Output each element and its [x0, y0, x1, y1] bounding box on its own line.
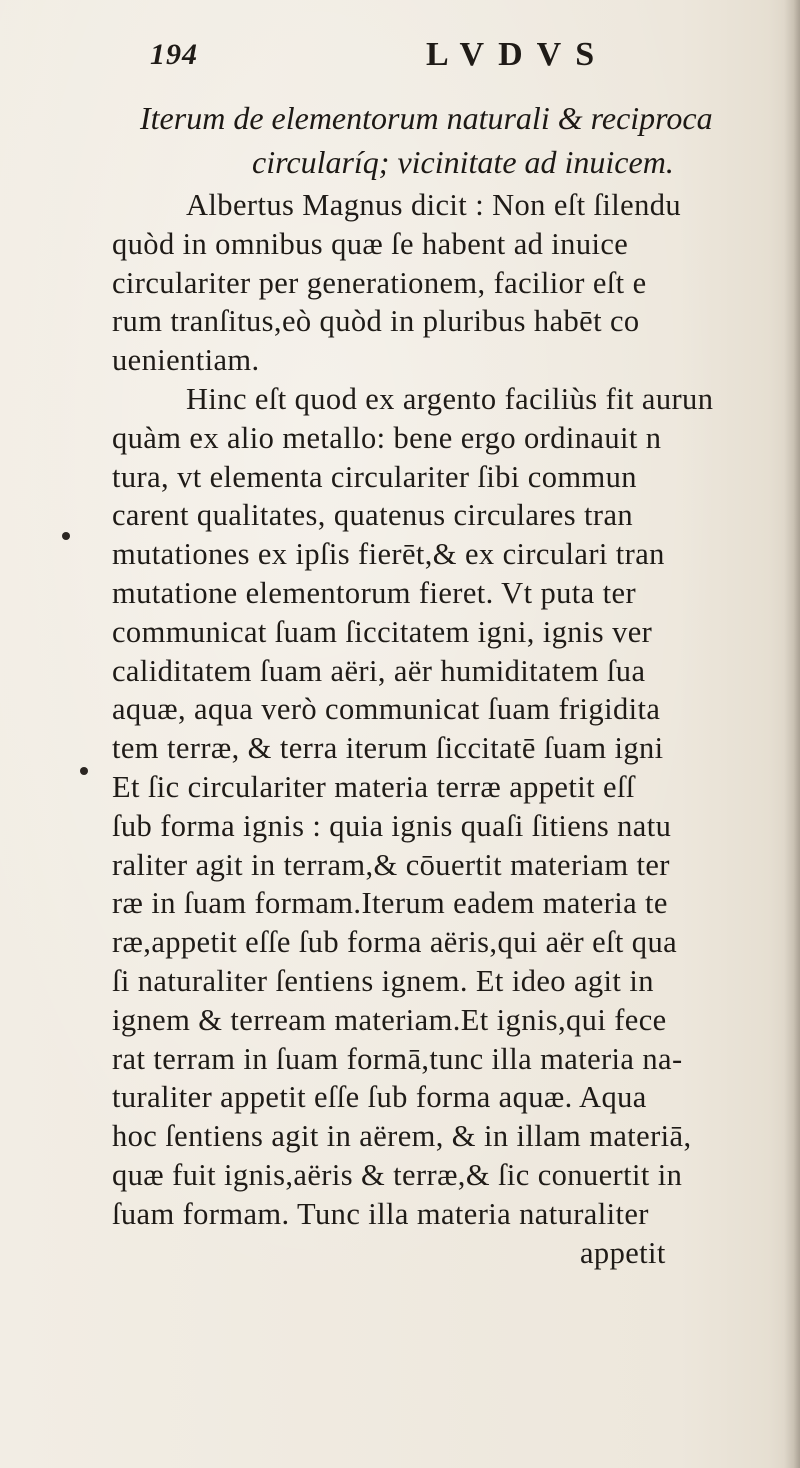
- body-text: [112, 186, 797, 1272]
- text-line: ræ,appetit eſſe ſub forma aëris,qui aër eſt qua: [112, 925, 678, 960]
- text-line: Hinc eſt quod ex argento faciliùs fit aurun: [186, 381, 714, 416]
- section-title-line-1: Iterum de elementorum naturali & reciproca: [140, 100, 713, 136]
- text-line: ræ in ſuam formam.Iterum eadem materia te: [112, 886, 668, 921]
- ink-blot: [80, 767, 88, 775]
- text-line: mutationes ex ipſis fierēt,& ex circulari tran: [112, 537, 665, 572]
- text-line: mutatione elementorum fieret. Vt puta ter: [112, 575, 636, 610]
- text-line: quòd in omnibus quæ ſe habent ad inuice: [112, 226, 629, 261]
- text-line: caliditatem ſuam aëri, aër humiditatem ſua: [112, 653, 646, 688]
- text-line: rum tranſitus,eò quòd in pluribus habēt co: [112, 304, 640, 339]
- text-line: tem terræ, & terra iterum ſiccitatē ſuam igni: [112, 731, 664, 766]
- text-line: ignem & terream materiam.Et ignis,qui fece: [112, 1002, 667, 1037]
- page-header: [150, 38, 750, 84]
- text-line: communicat ſuam ſiccitatem igni, ignis ver: [112, 614, 653, 649]
- text-line: Et ſic circulariter materia terræ appetit eſſ: [112, 769, 635, 804]
- text-line: circulariter per generationem, facilior eſt e: [112, 265, 647, 300]
- text-line: raliter agit in terram,& cōuertit materiam ter: [112, 847, 670, 882]
- text-line: ſub forma ignis : quia ignis quaſi ſitiens natu: [112, 808, 672, 843]
- text-line: ſi naturaliter ſentiens ignem. Et ideo agit in: [112, 963, 654, 998]
- text-line: turaliter appetit eſſe ſub forma aquæ. Aqua: [112, 1080, 647, 1115]
- text-line: quæ fuit ignis,aëris & terræ,& ſic conuertit in: [112, 1157, 683, 1192]
- catchword: appetit: [580, 1235, 666, 1270]
- text-line: uenientiam.: [112, 343, 260, 378]
- text-line: carent qualitates, quatenus circulares tran: [112, 498, 634, 533]
- running-head: LVDVS: [426, 36, 609, 73]
- section-title-line-2: circularíq; vicinitate ad inuicem.: [252, 144, 674, 180]
- text-line: ſuam formam. Tunc illa materia naturaliter: [112, 1196, 649, 1231]
- text-line: rat terram in ſuam formā,tunc illa materia na-: [112, 1041, 683, 1076]
- text-line: aquæ, aqua verò communicat ſuam frigidita: [112, 692, 661, 727]
- text-line: quàm ex alio metallo: bene ergo ordinauit n: [112, 420, 662, 455]
- text-line: tura, vt elementa circulariter ſibi commun: [112, 459, 637, 494]
- section-title: [140, 96, 780, 184]
- text-line: Albertus Magnus dicit : Non eſt ſilendu: [186, 188, 682, 222]
- text-line: hoc ſentiens agit in aërem, & in illam materiā,: [112, 1119, 692, 1154]
- ink-blot: [62, 532, 70, 540]
- page-number: 194: [150, 38, 198, 71]
